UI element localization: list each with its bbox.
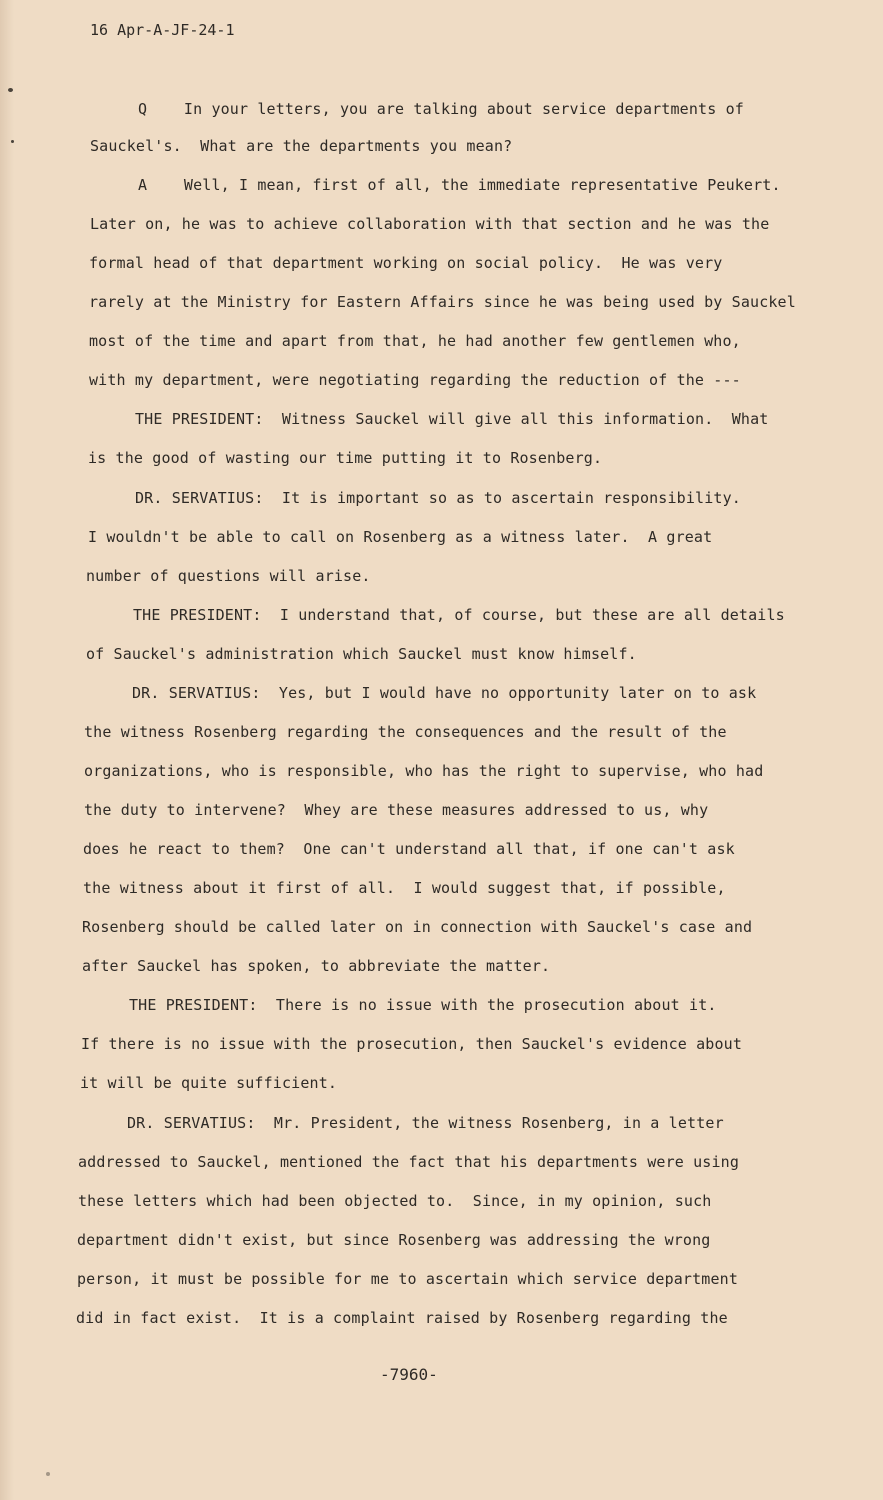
text-line: Q In your letters, you are talking about service departments of	[138, 100, 744, 118]
text-line: the duty to intervene? Whey are these measures addressed to us, why	[84, 801, 709, 819]
text-line: department didn't exist, but since Rosenberg was addressing the wrong	[77, 1231, 711, 1249]
text-line: DR. SERVATIUS: Mr. President, the witness Rosenberg, in a letter	[127, 1114, 724, 1132]
document-header: 16 Apr-A-JF-24-1	[90, 21, 235, 39]
text-line: is the good of wasting our time putting it to Rosenberg.	[88, 449, 603, 467]
paper-mark	[8, 88, 13, 92]
text-line: Sauckel's. What are the departments you mean?	[90, 137, 513, 155]
text-line: DR. SERVATIUS: It is important so as to ascertain responsibility.	[135, 489, 741, 507]
text-line: it will be quite sufficient.	[80, 1074, 338, 1092]
text-line: these letters which had been objected to. Since, in my opinion, such	[78, 1192, 712, 1210]
text-line: THE PRESIDENT: There is no issue with the prosecution about it.	[129, 996, 717, 1014]
text-line: addressed to Sauckel, mentioned the fact that his departments were using	[78, 1153, 740, 1171]
text-line: Rosenberg should be called later on in connection with Sauckel's case and	[82, 918, 753, 936]
text-line: did in fact exist. It is a complaint raised by Rosenberg regarding the	[76, 1309, 728, 1327]
text-line: most of the time and apart from that, he had another few gentlemen who,	[89, 332, 741, 350]
page-number: -7960-	[380, 1365, 438, 1384]
text-line: of Sauckel's administration which Sauckel must know himself.	[86, 645, 637, 663]
text-line: does he react to them? One can't understand all that, if one can't ask	[83, 840, 735, 858]
text-line: person, it must be possible for me to ascertain which service department	[77, 1270, 739, 1288]
text-line: If there is no issue with the prosecution, then Sauckel's evidence about	[81, 1035, 743, 1053]
text-line: organizations, who is responsible, who has the right to supervise, who had	[84, 762, 764, 780]
page-edge-shadow	[0, 0, 14, 1500]
text-line: Later on, he was to achieve collaboration with that section and he was the	[90, 215, 770, 233]
text-line: the witness Rosenberg regarding the consequences and the result of the	[84, 723, 727, 741]
text-line: number of questions will arise.	[86, 567, 371, 585]
text-line: after Sauckel has spoken, to abbreviate the matter.	[82, 957, 551, 975]
text-line: DR. SERVATIUS: Yes, but I would have no opportunity later on to ask	[132, 684, 757, 702]
paper-mark	[11, 140, 14, 143]
paper-mark	[46, 1472, 50, 1476]
text-line: THE PRESIDENT: I understand that, of course, but these are all details	[133, 606, 785, 624]
text-line: the witness about it first of all. I would suggest that, if possible,	[83, 879, 726, 897]
text-line: I wouldn't be able to call on Rosenberg as a witness later. A great	[88, 528, 713, 546]
text-line: THE PRESIDENT: Witness Sauckel will give all this information. What	[135, 410, 769, 428]
text-line: with my department, were negotiating regarding the reduction of the ---	[89, 371, 741, 389]
text-line: formal head of that department working on social policy. He was very	[89, 254, 723, 272]
text-line: A Well, I mean, first of all, the immediate representative Peukert.	[138, 176, 781, 194]
text-line: rarely at the Ministry for Eastern Affairs since he was being used by Sauckel	[89, 293, 796, 311]
